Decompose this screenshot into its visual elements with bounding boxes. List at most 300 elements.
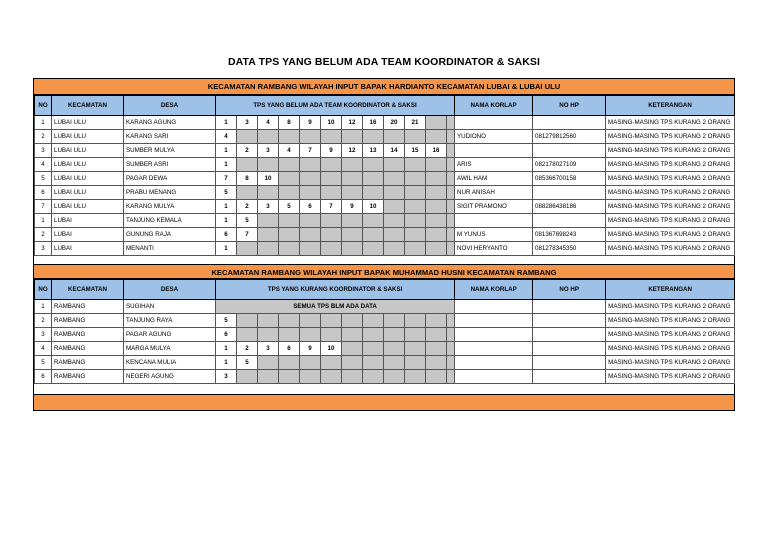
tps-cell: 16: [426, 144, 447, 158]
tps-cell: 7: [216, 172, 237, 186]
tps-cell: 2: [237, 144, 258, 158]
row-keterangan: MASING-MASING TPS KURANG 2 ORANG: [606, 130, 735, 144]
tps-cell: 15: [405, 144, 426, 158]
section1-banner: KECAMATAN RAMBANG WILAYAH INPUT BAPAK HARDIANTO KECAMATAN LUBAI & LUBAI ULU: [34, 79, 734, 95]
header-row: [35, 96, 735, 116]
tps-cell: 13: [363, 144, 384, 158]
row-korlap: YUDIONO: [455, 130, 533, 144]
row-no: 6: [35, 186, 52, 200]
row-korlap: [455, 342, 533, 356]
tps-cell: [384, 130, 405, 144]
tps-cell: [321, 328, 342, 342]
row-keterangan: MASING-MASING TPS KURANG 2 ORANG: [606, 186, 735, 200]
tps-cell: 5: [237, 356, 258, 370]
row-kecamatan: LUBAI ULU: [52, 158, 124, 172]
table-row: [35, 200, 735, 214]
section1-table: [34, 95, 735, 256]
row-kecamatan: LUBAI: [52, 214, 124, 228]
tps-cell: [384, 242, 405, 256]
row-kecamatan: LUBAI ULU: [52, 172, 124, 186]
row-korlap: [455, 328, 533, 342]
tps-cell: 10: [258, 172, 279, 186]
tps-cell: [363, 214, 384, 228]
header-tps: TPS YANG KURANG KOORDINATOR & SAKSI: [216, 280, 455, 300]
tps-cell: [384, 314, 405, 328]
tps-cell: [426, 186, 447, 200]
tps-cell: [405, 172, 426, 186]
tps-cell: [426, 242, 447, 256]
row-desa: MARGA MULYA: [124, 342, 216, 356]
row-no-hp: 082178027109: [533, 158, 606, 172]
table-row: [35, 314, 735, 328]
tps-cell: 1: [216, 200, 237, 214]
tps-cell: [426, 342, 447, 356]
row-no-hp: [533, 328, 606, 342]
tps-cell: [447, 116, 455, 130]
row-kecamatan: RAMBANG: [52, 328, 124, 342]
row-korlap: [455, 116, 533, 130]
tps-cell: [342, 314, 363, 328]
tps-cell: 10: [321, 116, 342, 130]
tps-cell: [300, 314, 321, 328]
tps-cell: [342, 172, 363, 186]
row-no: 3: [35, 328, 52, 342]
row-desa: PAGAR AGUNG: [124, 328, 216, 342]
tps-cell: [279, 228, 300, 242]
tps-cell: [426, 172, 447, 186]
row-keterangan: MASING-MASING TPS KURANG 2 ORANG: [606, 370, 735, 384]
tps-cell: 10: [321, 342, 342, 356]
row-korlap: [455, 144, 533, 158]
tps-cell: 1: [216, 356, 237, 370]
tps-cell: [405, 186, 426, 200]
row-kecamatan: RAMBANG: [52, 342, 124, 356]
tps-cell: [447, 242, 455, 256]
tps-cell: 5: [216, 186, 237, 200]
row-keterangan: MASING-MASING TPS KURANG 2 ORANG: [606, 342, 735, 356]
tps-cell: [384, 228, 405, 242]
row-keterangan: MASING-MASING TPS KURANG 2 ORANG: [606, 172, 735, 186]
tps-cell: [237, 328, 258, 342]
tps-cell: 6: [216, 228, 237, 242]
row-keterangan: MASING-MASING TPS KURANG 2 ORANG: [606, 314, 735, 328]
table-row: [35, 328, 735, 342]
table-row: [35, 214, 735, 228]
table-row: [35, 242, 735, 256]
header-keterangan: KETERANGAN: [606, 280, 735, 300]
row-desa: KARANG MULYA: [124, 200, 216, 214]
header-desa: DESA: [124, 280, 216, 300]
tps-cell: [384, 328, 405, 342]
tps-cell: 9: [321, 144, 342, 158]
row-no: 2: [35, 314, 52, 328]
tps-cell: [342, 130, 363, 144]
tps-cell: [321, 228, 342, 242]
tps-cell: [279, 242, 300, 256]
row-no: 2: [35, 228, 52, 242]
tps-cell: [300, 242, 321, 256]
tps-cell: [405, 314, 426, 328]
table-row: [35, 116, 735, 130]
tps-cell: 9: [300, 116, 321, 130]
tps-cell: [342, 370, 363, 384]
tps-cell: [426, 228, 447, 242]
tps-cell: 2: [237, 200, 258, 214]
tps-cell: [279, 172, 300, 186]
tps-cell: [342, 342, 363, 356]
row-no-hp: [533, 314, 606, 328]
section2-banner: KECAMATAN RAMBANG WILAYAH INPUT BAPAK MUHAMMAD HUSNI KECAMATAN RAMBANG: [34, 264, 734, 279]
tps-cell: 5: [216, 314, 237, 328]
tps-cell: [426, 328, 447, 342]
tps-cell: [300, 214, 321, 228]
tps-cell: [342, 158, 363, 172]
row-no: 6: [35, 370, 52, 384]
tps-cell: [321, 186, 342, 200]
tps-cell: [363, 314, 384, 328]
tps-cell: 21: [405, 116, 426, 130]
tps-cell: [447, 214, 455, 228]
tps-cell: [426, 214, 447, 228]
tps-cell: 4: [279, 144, 300, 158]
tps-cell: [258, 314, 279, 328]
tps-cell: [279, 130, 300, 144]
tps-cell: 7: [237, 228, 258, 242]
tps-cell: [405, 356, 426, 370]
page-title: DATA TPS YANG BELUM ADA TEAM KOORDINATOR & SAKSI: [227, 56, 541, 68]
row-no-hp: 081279812560: [533, 130, 606, 144]
row-no: 4: [35, 158, 52, 172]
tps-cell: [405, 370, 426, 384]
tps-cell: [321, 158, 342, 172]
table-row: [35, 370, 735, 384]
tps-cell: [258, 328, 279, 342]
tps-cell: [384, 370, 405, 384]
row-no: 1: [35, 116, 52, 130]
tps-cell: [426, 356, 447, 370]
row-keterangan: MASING-MASING TPS KURANG 2 ORANG: [606, 214, 735, 228]
row-korlap: [455, 314, 533, 328]
row-korlap: [455, 300, 533, 314]
row-kecamatan: RAMBANG: [52, 370, 124, 384]
tps-cell: [384, 356, 405, 370]
table-row: [35, 172, 735, 186]
tps-cell: [342, 242, 363, 256]
row-no-hp: [533, 342, 606, 356]
header-kecamatan: KECAMATAN: [52, 96, 124, 116]
tps-cell: [447, 144, 455, 158]
row-kecamatan: LUBAI ULU: [52, 116, 124, 130]
tps-cell: 4: [258, 116, 279, 130]
row-korlap: [455, 214, 533, 228]
tps-cell: [279, 356, 300, 370]
tps-cell: [237, 314, 258, 328]
spreadsheet: [33, 78, 735, 411]
tps-cell: [426, 158, 447, 172]
table-row: [35, 130, 735, 144]
header-no-hp: NO HP: [533, 280, 606, 300]
tps-cell: [258, 356, 279, 370]
row-kecamatan: RAMBANG: [52, 314, 124, 328]
tps-cell: 5: [237, 214, 258, 228]
tps-cell: [300, 228, 321, 242]
row-no-hp: [533, 186, 606, 200]
tps-cell: [237, 130, 258, 144]
tps-cell: [258, 228, 279, 242]
tps-cell: [363, 228, 384, 242]
row-no-hp: [533, 116, 606, 130]
tps-cell: 5: [279, 200, 300, 214]
tps-cell: 6: [216, 328, 237, 342]
footer-band: [34, 394, 734, 410]
tps-cell: 3: [258, 200, 279, 214]
row-desa: KENCANA MULIA: [124, 356, 216, 370]
tps-cell: [447, 228, 455, 242]
tps-cell: [384, 158, 405, 172]
row-kecamatan: RAMBANG: [52, 300, 124, 314]
tps-cell: 7: [300, 144, 321, 158]
tps-cell: 8: [279, 116, 300, 130]
row-korlap: NUR ANISAH: [455, 186, 533, 200]
row-korlap: M YUNUS: [455, 228, 533, 242]
tps-cell: [300, 172, 321, 186]
tps-cell: [321, 172, 342, 186]
tps-cell: [405, 158, 426, 172]
row-no: 3: [35, 242, 52, 256]
tps-cell: 9: [300, 342, 321, 356]
row-desa: MENANTI: [124, 242, 216, 256]
header-no-hp: NO HP: [533, 96, 606, 116]
tps-cell: [363, 342, 384, 356]
tps-cell: 3: [237, 116, 258, 130]
row-kecamatan: LUBAI ULU: [52, 130, 124, 144]
tps-cell: [426, 116, 447, 130]
tps-cell: [300, 356, 321, 370]
tps-cell: [384, 342, 405, 356]
table-row: [35, 186, 735, 200]
row-keterangan: MASING-MASING TPS KURANG 2 ORANG: [606, 144, 735, 158]
row-desa: GUNUNG RAJA: [124, 228, 216, 242]
row-keterangan: MASING-MASING TPS KURANG 2 ORANG: [606, 228, 735, 242]
tps-cell: [405, 328, 426, 342]
tps-cell: [342, 186, 363, 200]
tps-cell: [279, 328, 300, 342]
row-no-hp: [533, 300, 606, 314]
table-row: [35, 300, 735, 314]
tps-cell: [363, 356, 384, 370]
row-kecamatan: RAMBANG: [52, 356, 124, 370]
row-no-hp: [533, 356, 606, 370]
tps-cell: [405, 228, 426, 242]
tps-cell: [363, 328, 384, 342]
header-no: NO: [35, 280, 52, 300]
tps-cell: 1: [216, 116, 237, 130]
tps-cell: [342, 356, 363, 370]
tps-cell: [447, 356, 455, 370]
table-row: [35, 144, 735, 158]
row-tps-note: SEMUA TPS BLM ADA DATA: [216, 300, 455, 314]
row-no: 3: [35, 144, 52, 158]
tps-cell: [342, 328, 363, 342]
tps-cell: [258, 130, 279, 144]
tps-cell: [321, 130, 342, 144]
row-no-hp: 081278345350: [533, 242, 606, 256]
row-no: 1: [35, 214, 52, 228]
tps-cell: 12: [342, 144, 363, 158]
row-desa: KARANG AGUNG: [124, 116, 216, 130]
tps-cell: [258, 242, 279, 256]
tps-cell: [447, 370, 455, 384]
tps-cell: [447, 342, 455, 356]
header-desa: DESA: [124, 96, 216, 116]
tps-cell: 4: [216, 130, 237, 144]
tps-cell: [279, 158, 300, 172]
tps-cell: 8: [237, 172, 258, 186]
header-korlap: NAMA KORLAP: [455, 280, 533, 300]
tps-cell: 16: [363, 116, 384, 130]
tps-cell: [279, 186, 300, 200]
row-no: 4: [35, 342, 52, 356]
tps-cell: [363, 172, 384, 186]
row-kecamatan: LUBAI ULU: [52, 144, 124, 158]
row-keterangan: MASING-MASING TPS KURANG 2 ORANG: [606, 200, 735, 214]
tps-cell: 2: [237, 342, 258, 356]
tps-cell: [384, 186, 405, 200]
tps-cell: [363, 242, 384, 256]
tps-cell: [237, 370, 258, 384]
table-row: [35, 158, 735, 172]
tps-cell: 20: [384, 116, 405, 130]
table-row: [35, 356, 735, 370]
table-row: [35, 342, 735, 356]
row-no-hp: [533, 214, 606, 228]
tps-cell: [321, 356, 342, 370]
row-desa: NEGERI AGUNG: [124, 370, 216, 384]
header-kecamatan: KECAMATAN: [52, 280, 124, 300]
tps-cell: [321, 314, 342, 328]
tps-cell: [384, 200, 405, 214]
tps-cell: [447, 328, 455, 342]
tps-cell: [237, 186, 258, 200]
row-korlap: [455, 356, 533, 370]
tps-cell: [447, 172, 455, 186]
tps-cell: 9: [342, 200, 363, 214]
tps-cell: [279, 214, 300, 228]
tps-cell: 6: [279, 342, 300, 356]
row-no-hp: 088286438186: [533, 200, 606, 214]
tps-cell: [426, 130, 447, 144]
tps-cell: [342, 214, 363, 228]
tps-cell: [363, 370, 384, 384]
tps-cell: [447, 186, 455, 200]
header-row: [35, 280, 735, 300]
tps-cell: [447, 314, 455, 328]
tps-cell: 3: [258, 144, 279, 158]
row-desa: PAGAR DEWA: [124, 172, 216, 186]
tps-cell: [342, 228, 363, 242]
tps-cell: [363, 158, 384, 172]
tps-cell: 1: [216, 214, 237, 228]
tps-cell: [426, 370, 447, 384]
tps-cell: [405, 130, 426, 144]
tps-cell: 3: [216, 370, 237, 384]
tps-cell: 3: [258, 342, 279, 356]
tps-cell: [258, 158, 279, 172]
row-no-hp: [533, 370, 606, 384]
tps-cell: [426, 200, 447, 214]
tps-cell: [321, 214, 342, 228]
row-korlap: [455, 370, 533, 384]
header-tps: TPS YANG BELUM ADA TEAM KOORDINATOR & SAKSI: [216, 96, 455, 116]
row-no: 7: [35, 200, 52, 214]
tps-cell: [321, 370, 342, 384]
tps-cell: 10: [363, 200, 384, 214]
row-korlap: NOVI HERYANTO: [455, 242, 533, 256]
table-row: [35, 228, 735, 242]
tps-cell: [300, 328, 321, 342]
row-keterangan: MASING-MASING TPS KURANG 2 ORANG: [606, 242, 735, 256]
tps-cell: [405, 200, 426, 214]
tps-cell: [384, 214, 405, 228]
tps-cell: [300, 158, 321, 172]
row-keterangan: MASING-MASING TPS KURANG 2 ORANG: [606, 300, 735, 314]
row-kecamatan: LUBAI ULU: [52, 186, 124, 200]
tps-cell: 7: [321, 200, 342, 214]
tps-cell: 14: [384, 144, 405, 158]
row-desa: SUGIHAN: [124, 300, 216, 314]
tps-cell: [300, 370, 321, 384]
row-keterangan: MASING-MASING TPS KURANG 2 ORANG: [606, 328, 735, 342]
tps-cell: [300, 186, 321, 200]
tps-cell: 1: [216, 158, 237, 172]
row-desa: TANJUNG KEMALA: [124, 214, 216, 228]
tps-cell: [447, 158, 455, 172]
tps-cell: [321, 242, 342, 256]
tps-cell: [258, 186, 279, 200]
row-no: 5: [35, 172, 52, 186]
tps-cell: [258, 214, 279, 228]
row-korlap: SIGIT PRAMONO: [455, 200, 533, 214]
tps-cell: [363, 186, 384, 200]
header-keterangan: KETERANGAN: [606, 96, 735, 116]
tps-cell: [279, 370, 300, 384]
row-no: 5: [35, 356, 52, 370]
row-keterangan: MASING-MASING TPS KURANG 2 ORANG: [606, 356, 735, 370]
tps-cell: 6: [300, 200, 321, 214]
row-keterangan: MASING-MASING TPS KURANG 2 ORANG: [606, 158, 735, 172]
row-no-hp: 085366700158: [533, 172, 606, 186]
tps-cell: [447, 130, 455, 144]
tps-cell: [447, 200, 455, 214]
row-kecamatan: LUBAI: [52, 228, 124, 242]
row-no-hp: 081367698243: [533, 228, 606, 242]
row-desa: PRABU MENANG: [124, 186, 216, 200]
header-korlap: NAMA KORLAP: [455, 96, 533, 116]
row-desa: SUMBER ASRI: [124, 158, 216, 172]
tps-cell: [426, 314, 447, 328]
tps-cell: [237, 242, 258, 256]
tps-cell: [384, 172, 405, 186]
tps-cell: [237, 158, 258, 172]
header-no: NO: [35, 96, 52, 116]
row-korlap: AWIL HAM: [455, 172, 533, 186]
tps-cell: 12: [342, 116, 363, 130]
tps-cell: 1: [216, 144, 237, 158]
row-no: 1: [35, 300, 52, 314]
tps-cell: [405, 342, 426, 356]
row-kecamatan: LUBAI: [52, 242, 124, 256]
row-keterangan: MASING-MASING TPS KURANG 2 ORANG: [606, 116, 735, 130]
